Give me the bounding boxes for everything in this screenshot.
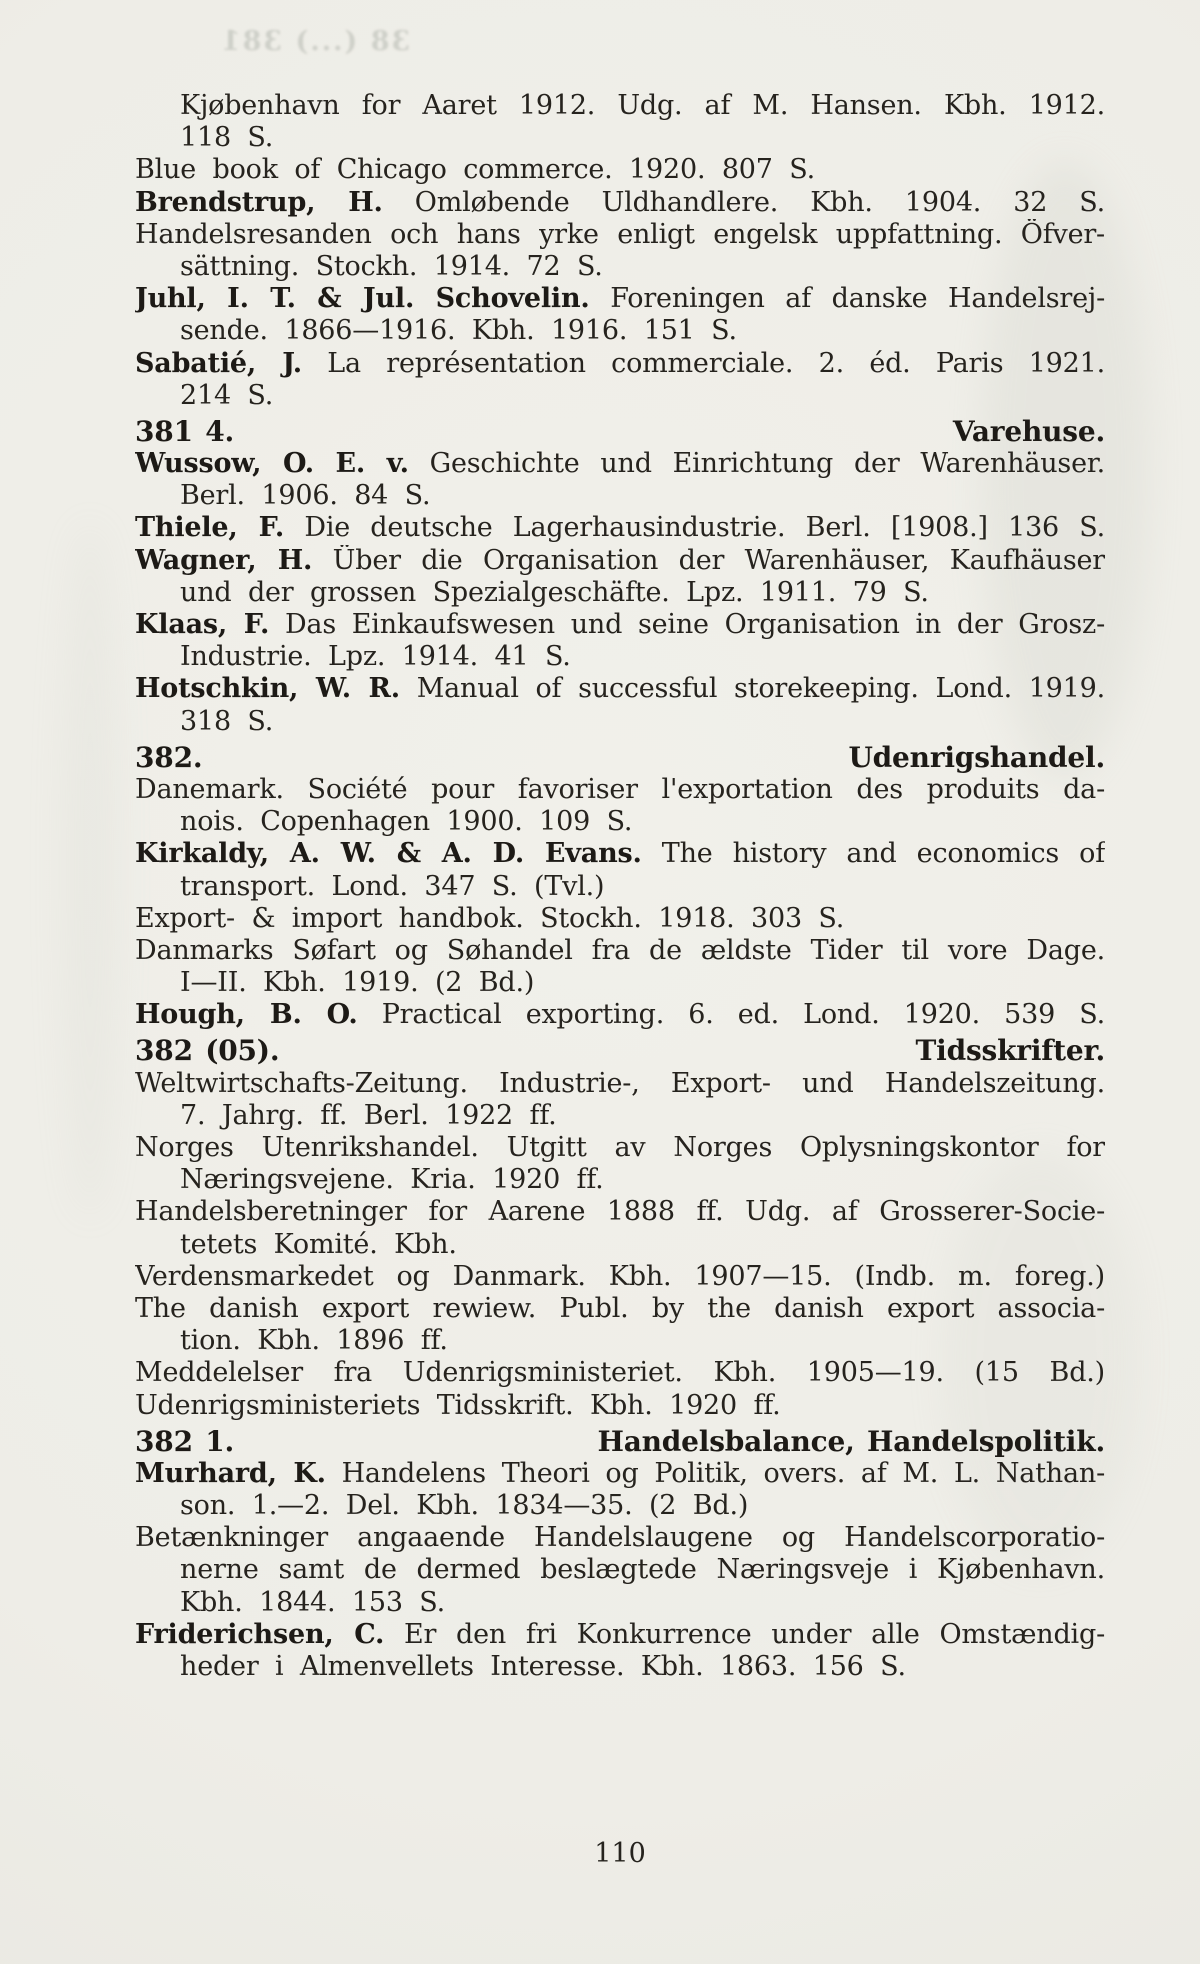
entry-line: Kirkaldy, A. W. & A. D. Evans. The history and economics of (135, 838, 1105, 870)
author-name: Klaas, F. (135, 609, 270, 640)
entry-line: Danmarks Søfart og Søhandel fra de ældste Tider til vore Dage. (135, 934, 1105, 966)
entry-line: Wagner, H. Über die Organisation der Warenhäuser, Kaufhäuser (135, 544, 1105, 576)
bibliography-text-block (135, 90, 1105, 1683)
entry-line: und der grossen Spezialgeschäfte. Lpz. 1911. 79 S. (180, 576, 929, 608)
entry-line: tion. Kbh. 1896 ff. (180, 1325, 448, 1357)
author-name: Hough, B. O. (135, 999, 358, 1031)
entry-line: Meddelelser fra Udenrigsministeriet. Kbh. 1905—19. (15 Bd.) (135, 1357, 1105, 1389)
entry-line: Handelsberetninger for Aarene 1888 ff. Udg. af Grosserer-Socie- (135, 1196, 1105, 1228)
entry-line: Blue book of Chicago commerce. 1920. 807 S. (135, 154, 815, 186)
section-number: 381 4. (135, 415, 235, 448)
entry-line: Betænkninger angaaende Handelslaugene og Handelscorporatio- (135, 1522, 1105, 1554)
entry-line: 318 S. (180, 705, 274, 737)
entry-line: Kjøbenhavn for Aaret 1912. Udg. af M. Hansen. Kbh. 1912. (180, 90, 1105, 121)
entry-line: Weltwirtschafts-Zeitung. Industrie-, Export- und Handelszeitung. (135, 1067, 1105, 1099)
entry-line: I—II. Kbh. 1919. (2 Bd.) (180, 967, 535, 999)
entry-line: The danish export rewiew. Publ. by the danish export associa- (135, 1292, 1105, 1324)
entry-line: sättning. Stockh. 1914. 72 S. (180, 250, 603, 282)
entry-line: Udenrigsministeriets Tidsskrift. Kbh. 1920 ff. (135, 1389, 781, 1421)
author-name: Friderichsen, C. (135, 1618, 385, 1650)
entry-line: Næringsvejene. Kria. 1920 ff. (180, 1164, 604, 1196)
entry-line: Danemark. Société pour favoriser l'exportation des produits da- (135, 773, 1105, 805)
entry-line: Norges Utenrikshandel. Utgitt av Norges Oplysningskontor for (135, 1132, 1105, 1163)
entry-line: nerne samt de dermed beslægtede Næringsveje i Kjøbenhavn. (180, 1554, 1105, 1586)
entry-line: Industrie. Lpz. 1914. 41 S. (180, 641, 571, 673)
author-name: Wussow, O. E. v. (135, 448, 409, 480)
author-name: Sabatié, J. (135, 347, 302, 379)
entry-line: son. 1.—2. Del. Kbh. 1834—35. (2 Bd.) (180, 1490, 749, 1522)
section-heading (135, 416, 1105, 448)
entry-line: Export- & import handbok. Stockh. 1918. 303 S. (135, 902, 845, 934)
author-name: Wagner, H. (135, 544, 313, 576)
section-title: Varehuse. (952, 415, 1105, 448)
section-number: 382 1. (135, 1425, 235, 1458)
section-number: 382. (135, 741, 203, 774)
section-title: Tidsskrifter. (915, 1035, 1105, 1068)
author-name: Thiele, F. (135, 512, 285, 544)
entry-line: 214 S. (180, 379, 274, 411)
entry-line: 7. Jahrg. ff. Berl. 1922 ff. (180, 1099, 557, 1131)
entry-line: Handelsresanden och hans yrke enligt engelsk uppfattning. Öfver- (135, 218, 1105, 250)
author-name: Brendstrup, H. (135, 186, 383, 218)
section-heading (135, 742, 1105, 774)
author-name: Kirkaldy, A. W. & A. D. Evans. (135, 838, 642, 870)
entry-line: nois. Copenhagen 1900. 109 S. (180, 806, 633, 838)
entry-line: Sabatié, J. La représentation commerciale. 2. éd. Paris 1921. (135, 347, 1105, 379)
entry-line: Hotschkin, W. R. Manual of successful storekeeping. Lond. 1919. (135, 673, 1105, 705)
entry-line: Thiele, F. Die deutsche Lagerhausindustrie. Berl. [1908.] 136 S. (135, 512, 1105, 544)
entry-line: 118 S. (180, 122, 274, 154)
section-heading (135, 1426, 1105, 1458)
page-number: 110 (594, 1838, 646, 1869)
section-number: 382 (05). (135, 1035, 280, 1068)
section-title: Handelsbalance, Handelspolitik. (597, 1425, 1105, 1458)
entry-line: Brendstrup, H. Omløbende Uldhandlere. Kbh. 1904. 32 S. (135, 186, 1105, 218)
entry-line: Juhl, I. T. & Jul. Schovelin. Foreningen af danske Handelsrej- (135, 283, 1105, 315)
author-name: Murhard, K. (135, 1457, 326, 1489)
author-name: Hotschkin, W. R. (135, 673, 400, 705)
entry-line: Wussow, O. E. v. Geschichte und Einrichtung der Warenhäuser. (135, 448, 1105, 480)
section-heading (135, 1035, 1105, 1067)
entry-line: Murhard, K. Handelens Theori og Politik, overs. af M. L. Nathan- (135, 1457, 1105, 1489)
scan-artifact (60, 520, 120, 1220)
entry-line: Berl. 1906. 84 S. (180, 480, 431, 512)
entry-line: Klaas, F. Das Einkaufswesen und seine Organisation in der Grosz- (135, 609, 1105, 640)
entry-line: tetets Komité. Kbh. (180, 1228, 457, 1260)
entry-line: sende. 1866—1916. Kbh. 1916. 151 S. (180, 315, 737, 347)
section-title: Udenrigshandel. (848, 741, 1105, 774)
entry-line: Hough, B. O. Practical exporting. 6. ed. Lond. 1920. 539 S. (135, 999, 1105, 1031)
entry-line: Kbh. 1844. 153 S. (180, 1586, 446, 1618)
entry-line: Friderichsen, C. Er den fri Konkurrence under alle Omstændig- (135, 1618, 1105, 1650)
author-name: Juhl, I. T. & Jul. Schovelin. (135, 283, 590, 315)
entry-line: heder i Almenvellets Interesse. Kbh. 1863. 156 S. (180, 1651, 906, 1682)
entry-line: Verdensmarkedet og Danmark. Kbh. 1907—15. (Indb. m. foreg.) (135, 1260, 1105, 1292)
entry-line: transport. Lond. 347 S. (Tvl.) (180, 870, 605, 902)
bleed-through-text: 38 (...) 381 (219, 26, 411, 57)
